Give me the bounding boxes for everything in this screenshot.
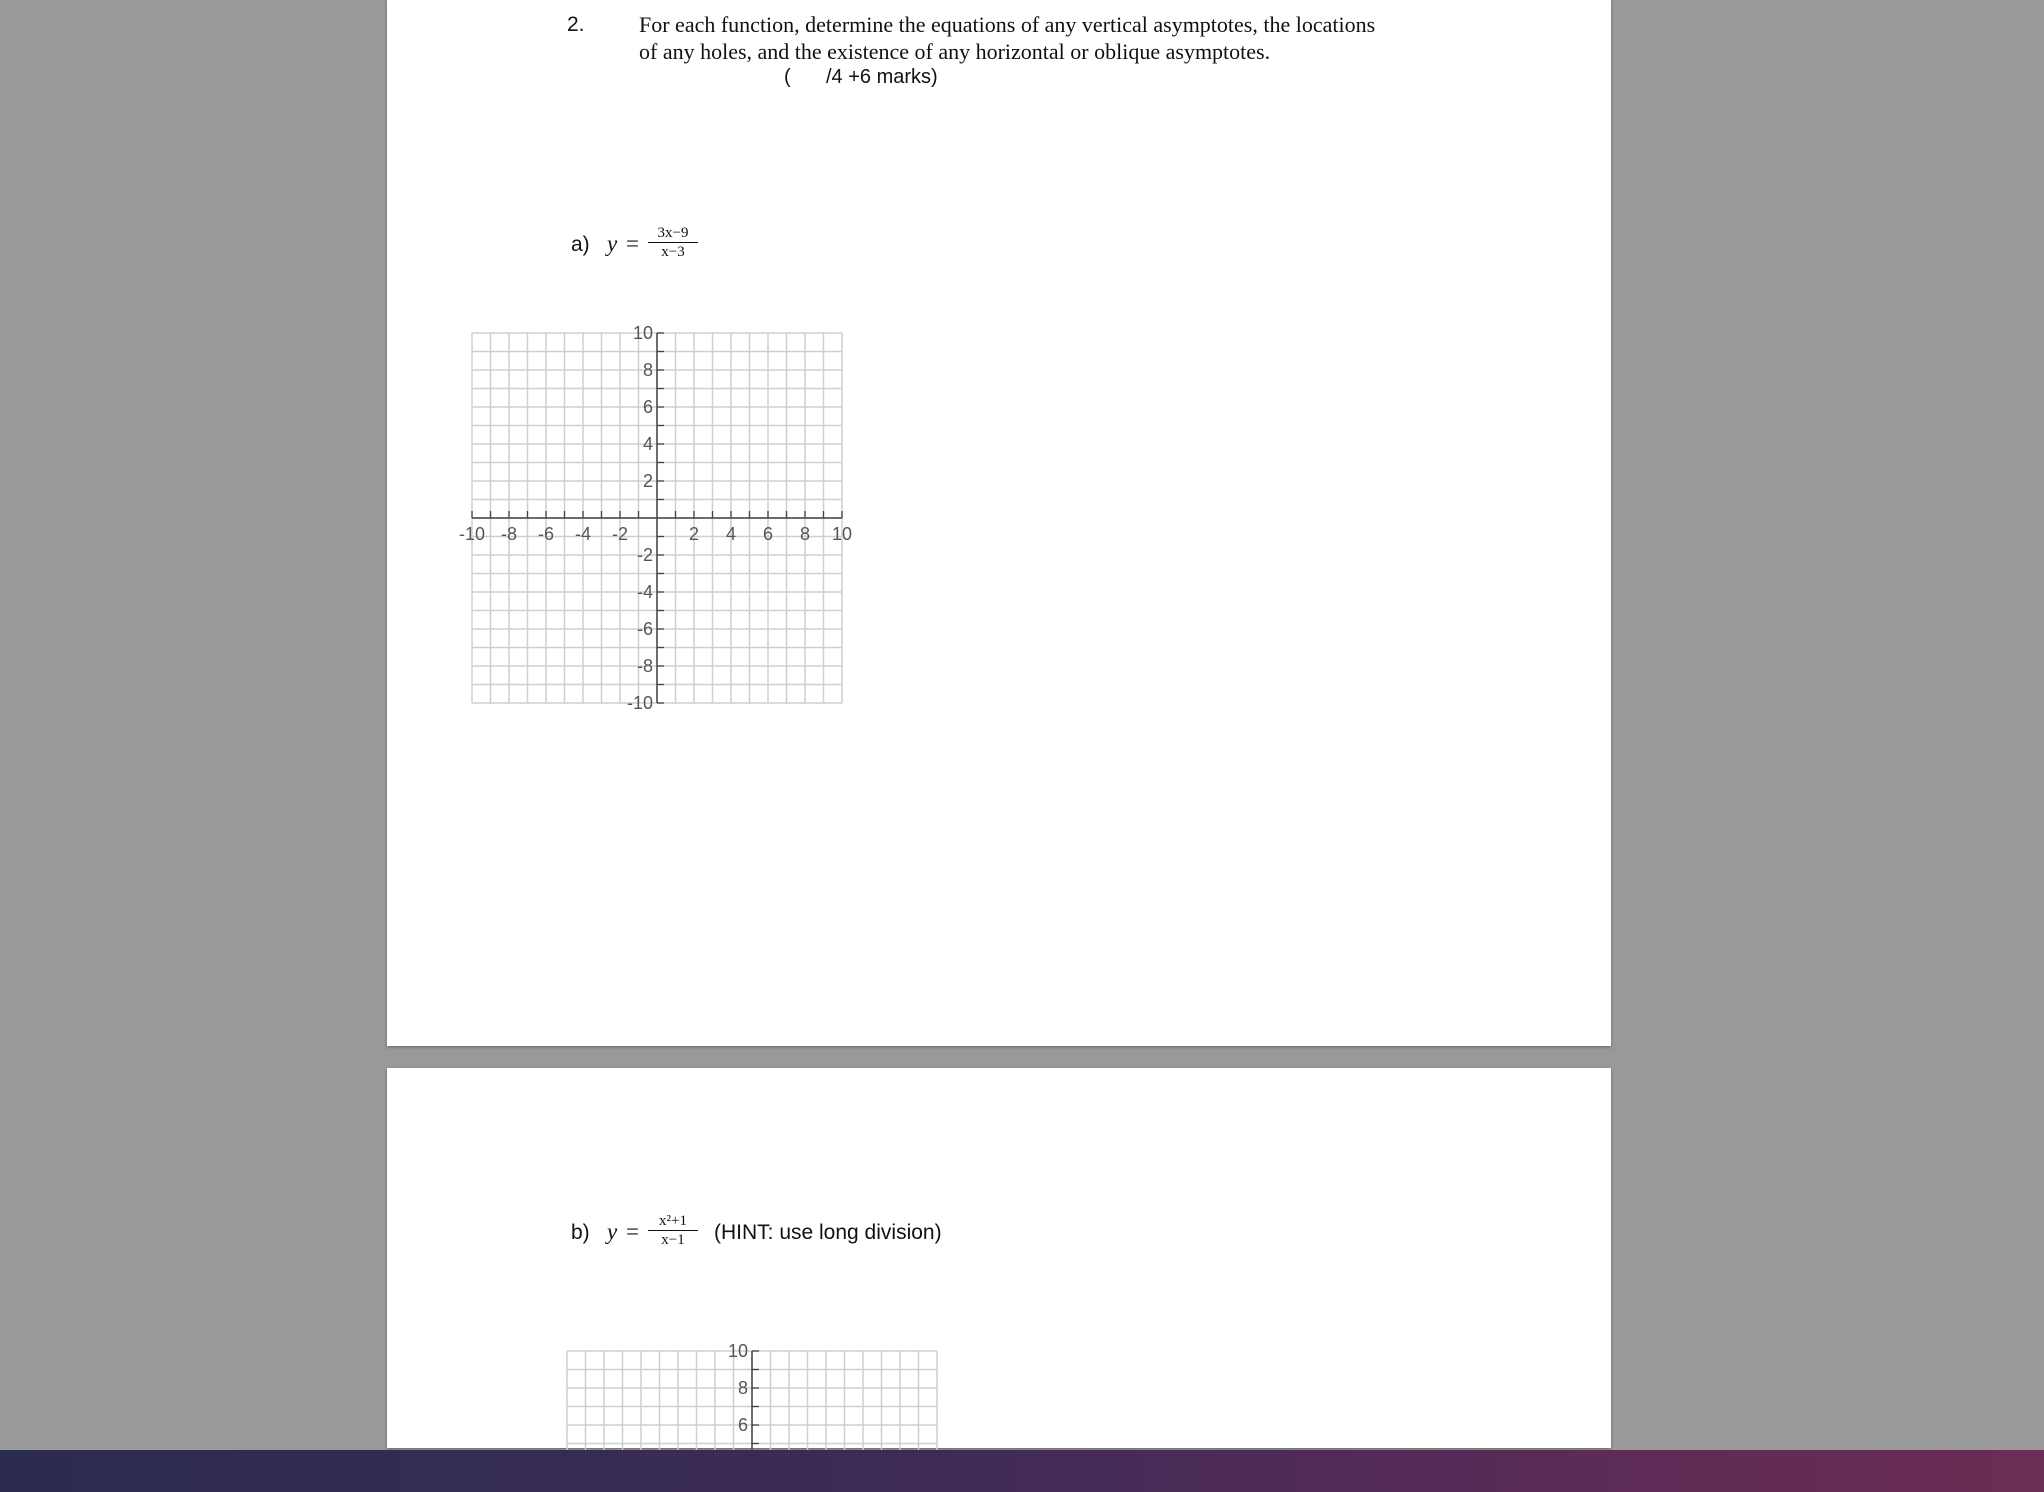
question-text-line-1: For each function, determine the equations of any vertical asymptotes, the locations <box>639 12 1376 37</box>
y-tick-label: -8 <box>636 656 653 676</box>
part-b-numerator: x²+1 <box>648 1212 698 1231</box>
y-tick-label: 6 <box>642 397 653 417</box>
document-page-1 <box>387 0 1611 1046</box>
x-tick-label: -8 <box>500 524 518 544</box>
question-number: 2. <box>567 13 585 36</box>
y-tick-label: -10 <box>626 693 653 713</box>
part-a-numerator: 3x−9 <box>648 224 698 243</box>
part-a-equals: = <box>626 231 639 256</box>
part-b-coordinate-grid <box>562 1336 882 1456</box>
part-b-hint: (HINT: use long division) <box>714 1221 942 1244</box>
x-tick-label: -4 <box>574 524 592 544</box>
x-tick-label: -10 <box>458 524 486 544</box>
part-b-label: b) <box>571 1221 590 1244</box>
marks-open-paren: ( <box>784 66 791 88</box>
x-tick-label: -2 <box>611 524 629 544</box>
y-tick-label: 10 <box>632 323 653 343</box>
part-a-y-variable: y <box>607 231 618 256</box>
part-b-y-variable: y <box>607 1219 618 1244</box>
y-tick-label: 2 <box>642 471 653 491</box>
marks-label: /4 +6 marks) <box>826 66 938 88</box>
x-tick-label: 10 <box>831 524 853 544</box>
part-a-coordinate-grid <box>458 318 853 718</box>
y-tick-label: -6 <box>636 619 653 639</box>
part-a-label: a) <box>571 233 590 256</box>
question-text-line-2: of any holes, and the existence of any horizontal or oblique asymptotes. <box>639 39 1271 64</box>
x-tick-label: -6 <box>537 524 555 544</box>
y-tick-label: 8 <box>642 360 653 380</box>
document-page-2 <box>387 1068 1611 1448</box>
x-tick-label: 8 <box>799 524 811 544</box>
x-tick-label: 2 <box>688 524 700 544</box>
x-tick-label: 6 <box>762 524 774 544</box>
y-tick-label: 6 <box>737 1415 748 1435</box>
x-tick-label: 4 <box>725 524 737 544</box>
y-tick-label: 10 <box>727 1341 748 1361</box>
taskbar <box>0 1450 2044 1492</box>
part-a-denominator: x−3 <box>661 244 685 260</box>
part-a-fraction <box>648 224 698 261</box>
y-tick-label: -2 <box>636 545 653 565</box>
part-b-fraction <box>648 1212 698 1249</box>
y-tick-label: -4 <box>636 582 653 602</box>
y-tick-label: 4 <box>642 434 653 454</box>
y-tick-label: 8 <box>737 1378 748 1398</box>
part-b-equals: = <box>626 1219 639 1244</box>
part-b-denominator: x−1 <box>661 1232 685 1248</box>
